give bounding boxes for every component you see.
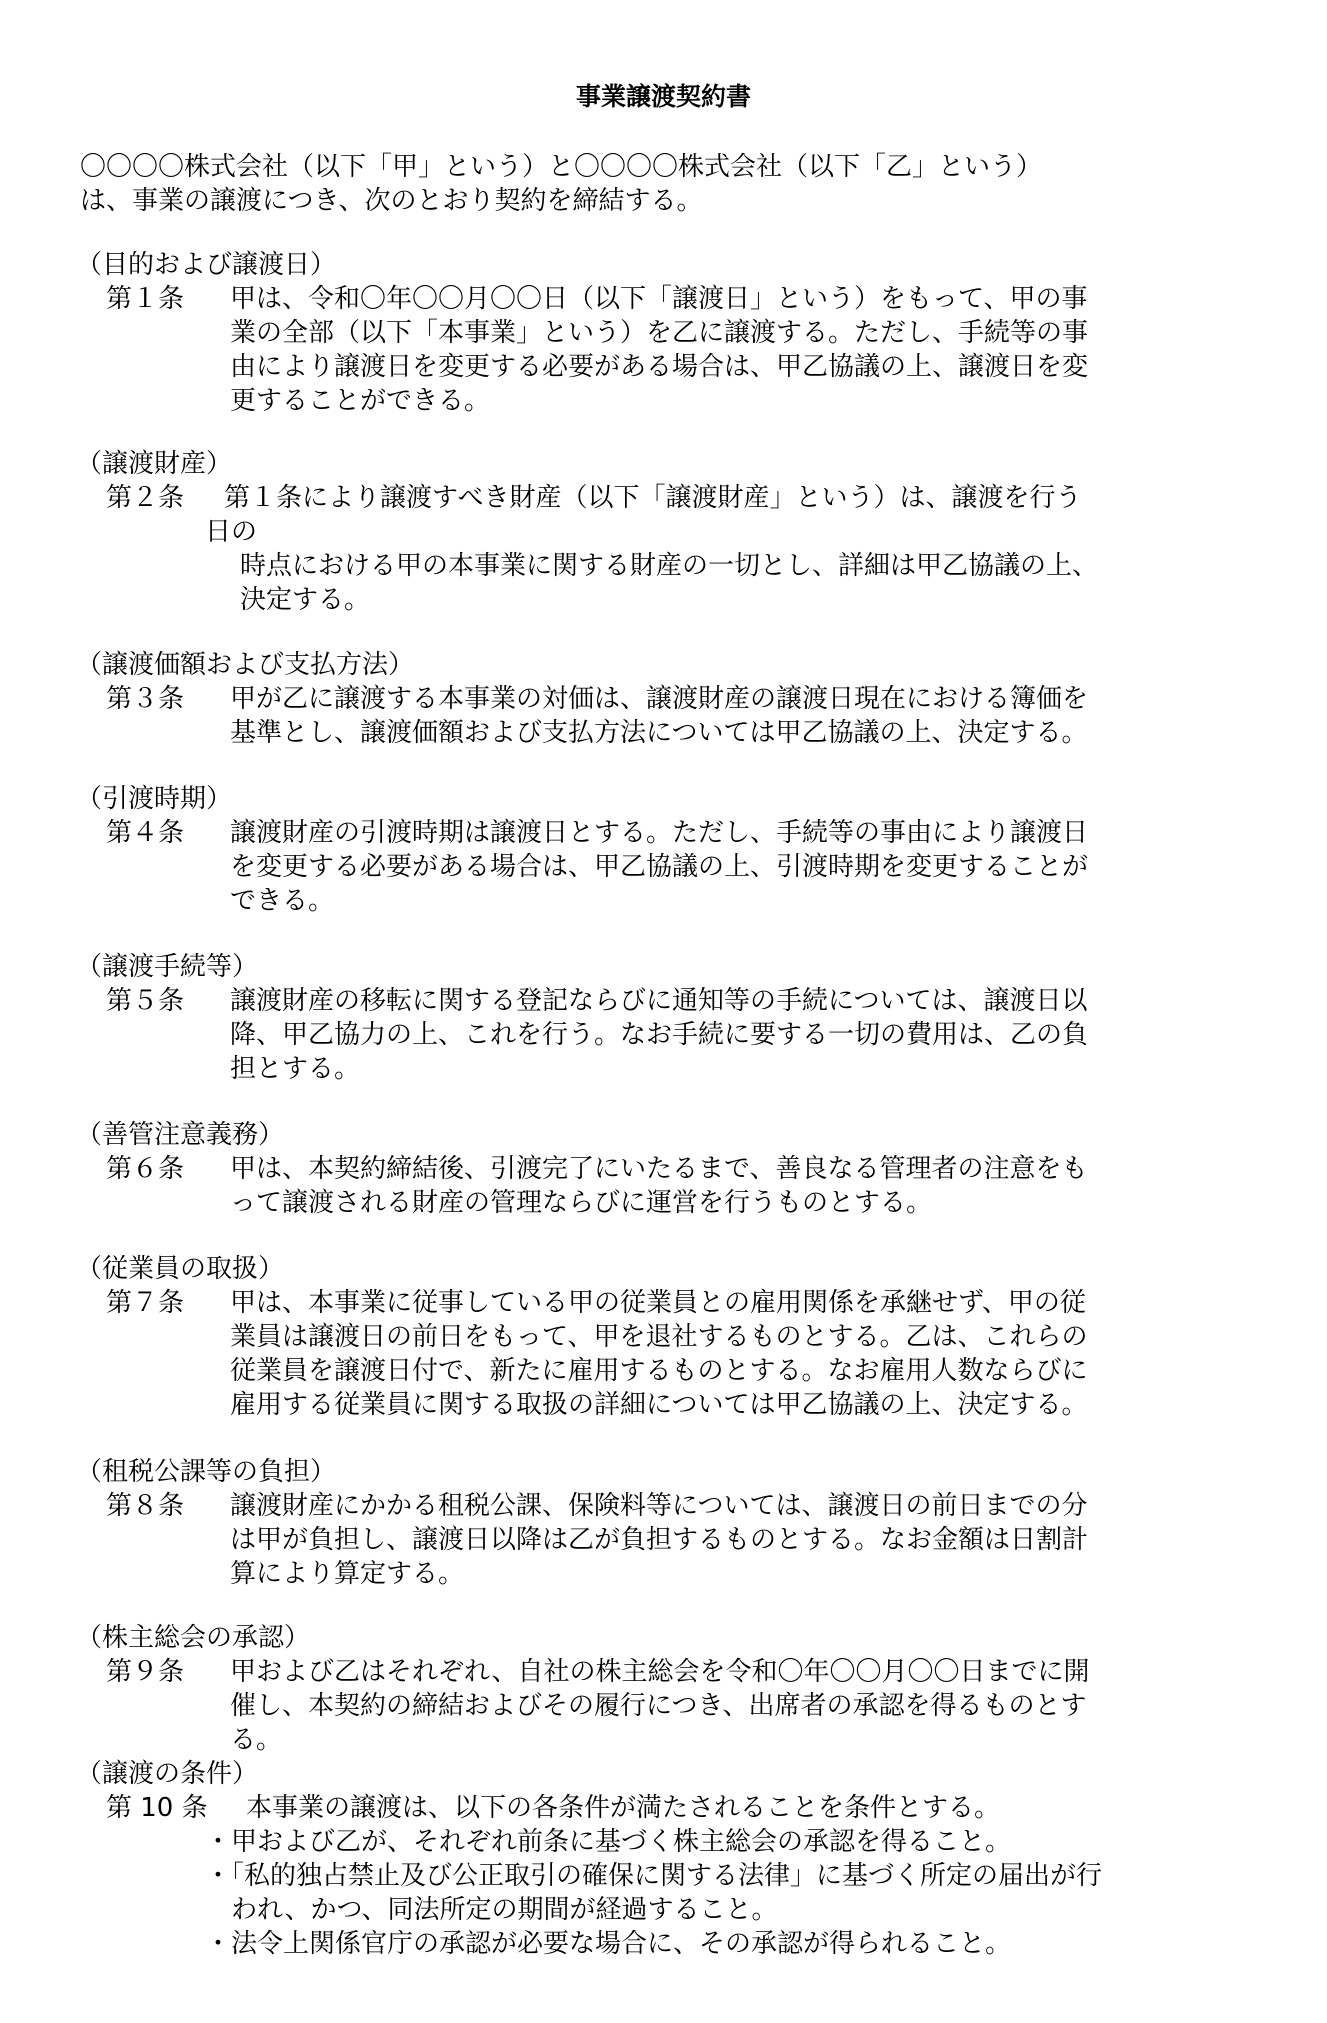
article-number: 第８条	[106, 1491, 185, 1521]
article-heading: （株主総会の承認）	[76, 1623, 311, 1653]
article-number: 第１条	[106, 284, 185, 314]
document-title: 事業譲渡契約書	[575, 82, 751, 111]
article-text: 譲渡財産にかかる租税公課、保険料等については、譲渡日の前日までの分 は甲が負担し、譲渡日以降は乙が負担するものとする。なお金額は日割計 算により算定する。	[230, 1491, 1089, 1589]
list-item: ・甲および乙が、それぞれ前条に基づく株主総会の承認を得ること。	[205, 1827, 1012, 1857]
article-text: 甲は、令和〇年〇〇月〇〇日（以下「譲渡日」という）をもって、甲の事 業の全部（以下「本事業」という）を乙に譲渡する。ただし、手続等の事 由により譲渡日を変更する必要がある場合は、甲乙協議の上、譲渡日を変 更することができる。	[230, 284, 1089, 416]
article-text-continued: 時点における甲の本事業に関する財産の一切とし、詳細は甲乙協議の上、 決定する。	[240, 551, 1099, 615]
article-heading: （譲渡の条件）	[76, 1759, 259, 1789]
article-number: 第 10 条	[106, 1793, 208, 1823]
article-number: 第６条	[106, 1154, 185, 1184]
article-number: 第４条	[106, 818, 185, 848]
article-heading: （目的および譲渡日）	[76, 250, 337, 280]
list-item: ・「私的独占禁止及び公正取引の確保に関する法律」に基づく所定の届出が行 われ、かつ、同法所定の期間が経過すること。	[205, 1861, 1103, 1925]
article-text: 第１条により譲渡すべき財産（以下「譲渡財産」という）は、譲渡を行う	[224, 483, 1082, 513]
article-heading: （譲渡手続等）	[76, 952, 259, 982]
list-item: ・法令上関係官庁の承認が必要な場合に、その承認が得られること。	[205, 1929, 1012, 1959]
article-number: 第３条	[106, 684, 185, 714]
article-heading: （従業員の取扱）	[76, 1254, 285, 1284]
article-heading: （善管注意義務）	[76, 1120, 285, 1150]
article-text-wrap: 日の	[205, 517, 258, 547]
article-text: 甲は、本契約締結後、引渡完了にいたるまで、善良なる管理者の注意をも って譲渡される財産の管理ならびに運営を行うものとする。	[230, 1154, 1088, 1218]
article-text: 譲渡財産の移転に関する登記ならびに通知等の手続については、譲渡日以 降、甲乙協力の上、これを行う。なお手続に要する一切の費用は、乙の負 担とする。	[230, 986, 1089, 1084]
article-heading: （租税公課等の負担）	[76, 1457, 337, 1487]
article-number: 第７条	[106, 1288, 185, 1318]
article-number: 第９条	[106, 1657, 185, 1687]
article-heading: （譲渡財産）	[76, 449, 233, 479]
intro-paragraph: 〇〇〇〇株式会社（以下「甲」という）と〇〇〇〇株式会社（以下「乙」という） は、事業の譲渡につき、次のとおり契約を締結する。	[80, 152, 1043, 216]
article-text: 譲渡財産の引渡時期は譲渡日とする。ただし、手続等の事由により譲渡日 を変更する必要がある場合は、甲乙協議の上、引渡時期を変更することが できる。	[230, 818, 1089, 916]
article-heading: （引渡時期）	[76, 784, 233, 814]
article-text: 甲は、本事業に従事している甲の従業員との雇用関係を承継せず、甲の従 業員は譲渡日の前日をもって、甲を退社するものとする。乙は、これらの 従業員を譲渡日付で、新たに雇用するものとする。なお雇用人数ならびに 雇用する従業員に関する取扱の詳細については甲乙協議の上、決定する。	[230, 1288, 1088, 1420]
article-text: 本事業の譲渡は、以下の各条件が満たされることを条件とする。	[246, 1793, 1001, 1823]
article-text: 甲が乙に譲渡する本事業の対価は、譲渡財産の譲渡日現在における簿価を 基準とし、譲渡価額および支払方法については甲乙協議の上、決定する。	[230, 684, 1089, 748]
article-text: 甲および乙はそれぞれ、自社の株主総会を令和〇年〇〇月〇〇日までに開 催し、本契約の締結およびその履行につき、出席者の承認を得るものとす る。	[230, 1657, 1090, 1755]
article-number: 第２条	[106, 483, 185, 513]
article-heading: （譲渡価額および支払方法）	[76, 650, 415, 680]
condition-list	[205, 1825, 1305, 1961]
article-number: 第５条	[106, 986, 185, 1016]
